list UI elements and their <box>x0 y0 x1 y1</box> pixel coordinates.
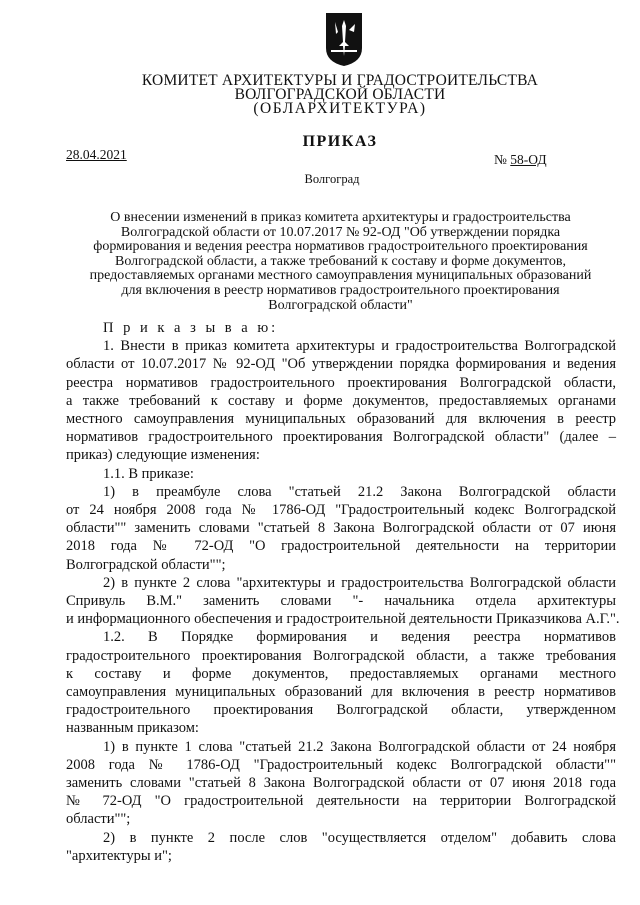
body-line: П р и к а з ы в а ю: <box>103 320 279 336</box>
document-city: Волгоград <box>304 172 360 186</box>
body-line: Волгоградской области""; <box>66 556 226 573</box>
subject-line: Волгоградской области" <box>268 297 413 313</box>
body-line: местного самоуправления муниципальных образований для включения в реестр <box>66 411 616 428</box>
body-line: и информационного обеспечения и градостроительной деятельности Приказчикова А.Г.". <box>66 611 620 628</box>
org-name-line2: ВОЛГОГРАДСКОЙ ОБЛАСТИ <box>234 86 446 103</box>
body-line: реестра нормативов градостроительного проектирования Волгоградской области, <box>66 374 616 391</box>
volgograd-coat-of-arms-icon <box>325 12 363 67</box>
body-line: 1) в преамбуле слова "статьей 21.2 Закона Волгоградской области <box>103 483 616 500</box>
body-line: 2018 года № 72-ОД "О градостроительной деятельности на территории <box>66 538 616 555</box>
subject-line: для включения в реестр нормативов градостроительного проектирования <box>121 282 560 298</box>
subject-line: формирования и ведения реестра нормативов градостроительного проектирования <box>93 239 588 255</box>
body-line: от 24 ноября 2008 года № 1786-ОД "Градостроительный кодекс Волгоградской <box>66 502 616 519</box>
body-line: области от 10.07.2017 № 92-ОД "Об утверждении порядка формирования и ведения <box>66 356 616 373</box>
body-line: 2008 года № 1786-ОД "Градостроительный кодекс Волгоградской области"" <box>66 756 616 773</box>
subject-line: предоставляемых органами местного самоуправления муниципальных образований <box>89 268 592 284</box>
document-body <box>66 319 620 865</box>
body-line: к составу и форме документов, предоставляемых органами местного <box>66 665 616 682</box>
body-line: 1. Внести в приказ комитета архитектуры и градостроительства Волгоградской <box>103 338 616 355</box>
subject-line: О внесении изменений в приказ комитета архитектуры и градостроительства <box>110 210 571 225</box>
subject-line: Волгоградской области, а также требований к составу и форме документов, <box>115 253 566 269</box>
document-date: 28.04.2021 <box>66 147 127 162</box>
org-name-line1: КОМИТЕТ АРХИТЕКТУРЫ И ГРАДОСТРОИТЕЛЬСТВА <box>141 72 539 89</box>
org-name-line3: (ОБЛАРХИТЕКТУРА) <box>253 100 427 117</box>
body-line: "архитектуры и"; <box>66 847 172 864</box>
body-line: градостроительного проектирования Волгоградской области, а также требования <box>66 647 616 664</box>
body-line: градостроительного проектирования Волгоградской области, утвержденном <box>66 702 616 719</box>
subject-line: Волгоградской области от 10.07.2017 № 92-ОД "Об утверждении порядка <box>120 224 561 240</box>
body-line: самоуправления муниципальных образований для включения в реестр нормативов <box>66 684 616 701</box>
document-subject <box>68 211 613 313</box>
body-line: области"" заменить словами "статьей 8 Закона Волгоградской области от 07 июня <box>66 520 616 537</box>
body-line: заменить словами "статьей 8 Закона Волгоградской области от 07 июня 2018 года <box>66 775 616 792</box>
document-number <box>494 152 547 168</box>
body-line: № 72-ОД "О градостроительной деятельности на территории Волгоградской <box>66 793 616 810</box>
body-line: 1) в пункте 1 слова "статьей 21.2 Закона Волгоградской области от 24 ноября <box>103 738 616 755</box>
body-line: области""; <box>66 811 131 828</box>
body-line: названным приказом: <box>66 720 199 737</box>
document-title: ПРИКАЗ <box>302 133 378 150</box>
body-line: 2) в пункте 2 после слов "осуществляется отделом" добавить слова <box>103 829 616 846</box>
body-line: 2) в пункте 2 слова "архитектуры и градостроительства Волгоградской области <box>103 574 616 591</box>
body-line: а также требований к составу и форме документов, предоставляемых органами <box>66 392 616 409</box>
body-line: 1.1. В приказе: <box>103 465 194 482</box>
body-line: 1.2. В Порядке формирования и ведения реестра нормативов <box>103 629 616 646</box>
document-number-value: 58-ОД <box>510 152 547 167</box>
body-line: приказ) следующие изменения: <box>66 447 260 464</box>
document-number-prefix: № <box>494 152 511 167</box>
body-line: Спривуль В.М." заменить словами "- начальника отдела архитектуры <box>66 593 616 610</box>
body-line: нормативов градостроительного проектирования Волгоградской области" (далее – <box>66 429 616 446</box>
